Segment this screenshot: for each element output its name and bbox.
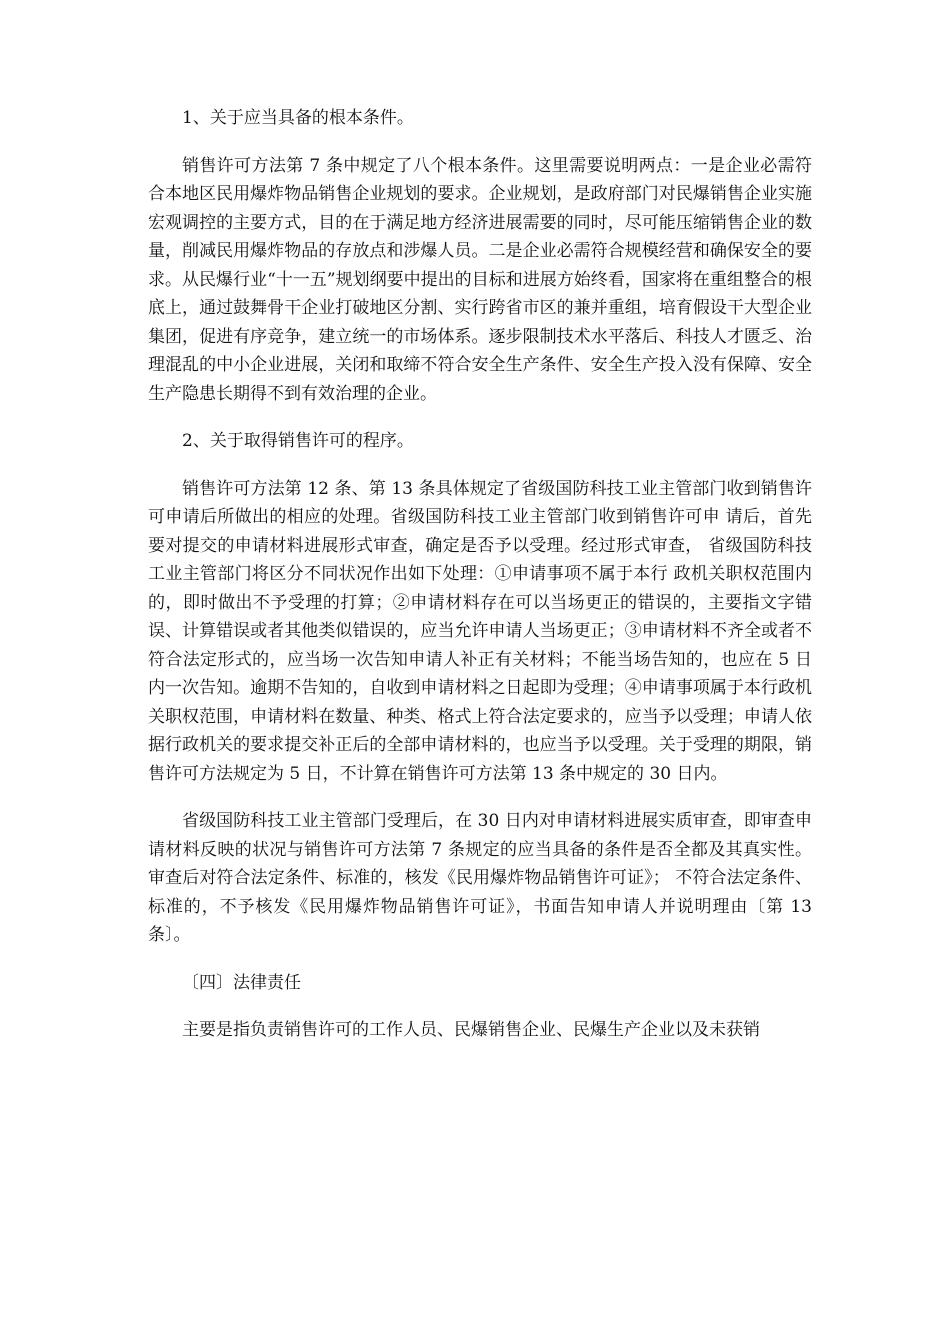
section-heading-basic-conditions: 1、关于应当具备的根本条件。	[182, 108, 414, 128]
section-heading-procedure: 2、关于取得销售许可的程序。	[182, 431, 414, 451]
document-page	[148, 104, 812, 1064]
paragraph-substantive-review: 省级国防科技工业主管部门受理后，在 30 日内对申请材料进展实质审查，即审查申请材料反映的状况与销售许可方法第 7 条规定的应当具备的条件是否全都及其真实性。审查后对符合法定条件、标准的，核发《民用爆炸物品销售许可证》； 不符合法定条件、标准的，不予核发《民用爆炸物品销售许可证》，书面告知申请人并说明理由〔第 13 条〕。	[148, 811, 812, 945]
paragraph-basic-conditions: 销售许可方法第 7 条中规定了八个根本条件。这里需要说明两点：一是企业必需符合本地区民用爆炸物品销售企业规划的要求。企业规划，是政府部门对民爆销售企业实施宏观调控的主要方式，目的在于满足地方经济进展需要的同时，尽可能压缩销售企业的数量，削减民用爆炸物品的存放点和涉爆人员。二是企业必需符合规模经营和确保安全的要求。从民爆行业“十一五”规划纲要中提出的目标和进展方始终看，国家将在重组整合的根底上，通过鼓舞骨干企业打破地区分割、实行跨省市区的兼并重组，培育假设干大型企业集团，促进有序竞争，建立统一的市场体系。逐步限制技术水平落后、科技人才匮乏、治理混乱的中小企业进展，关闭和取缔不符合安全生产条件、安全生产投入没有保障、安全生产隐患长期得不到有效治理的企业。	[148, 155, 812, 404]
section-heading-legal-liability: 〔四〕法律责任	[182, 972, 301, 993]
paragraph-procedure: 销售许可方法第 12 条、第 13 条具体规定了省级国防科技工业主管部门收到销售许可申请后所做出的相应的处理。省级国防科技工业主管部门收到销售许可申 请后，首先要对提交的申请材料进展形式审查，确定是否予以受理。经过形式审查， 省级国防科技工业主管部门将区分不同状况作出如下处理：①申请事项不属于本行 政机关职权范围内的，即时做出不予受理的打算；②申请材料存在可以当场更正的错误的，主要指文字错误、计算错误或者其他类似错误的，应当允许申请人当场更正；③申请材料不齐全或者不符合法定形式的，应当场一次告知申请人补正有关材料；不能当场告知的，也应在 5 日内一次告知。逾期不告知的，自收到申请材料之日起即为受理；④申请事项属于本行政机关职权范围，申请材料在数量、种类、格式上符合法定要求的，应当予以受理；申请人依据行政机关的要求提交补正后的全部申请材料的，也应当予以受理。关于受理的期限，销售许可方法规定为 5 日，不计算在销售许可方法第 13 条中规定的 30 日内。	[148, 478, 812, 784]
paragraph-legal-liability: 主要是指负责销售许可的工作人员、民爆销售企业、民爆生产企业以及未获销	[182, 1020, 760, 1040]
